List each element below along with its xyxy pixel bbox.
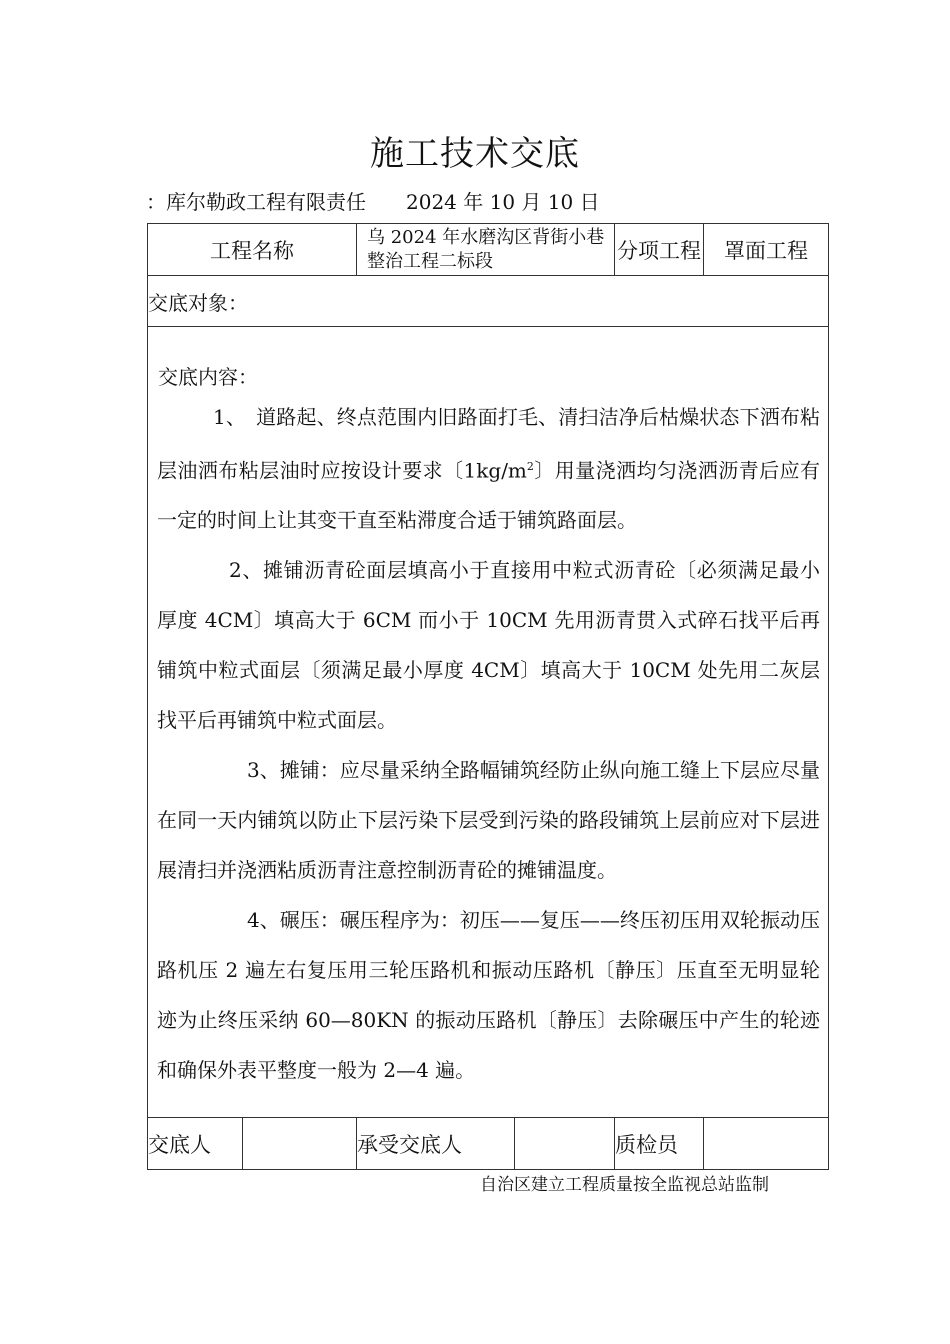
footer-note: 自治区建立工程质量按全监视总站监制 <box>480 1175 769 1195</box>
header-line <box>146 186 600 215</box>
company-name: ：库尔勒政工程有限责任 <box>146 190 366 214</box>
content-row <box>148 327 829 1118</box>
document-date: 2024 年 10 月 10 日 <box>406 190 600 214</box>
signature-row <box>148 1118 829 1170</box>
document-title: 施工技术交底 <box>370 134 580 174</box>
paragraph-1: 1、 道路起、终点范围内旧路面打毛、清扫洁净后枯燥状态下洒布粘层油洒布粘层油时应按设计要求〔$1kg/m^2$〕用量浇洒均匀浇洒沥青后应有一定的时间上让其变干直至粘滞度合适于铺筑路面层。 <box>157 404 821 533</box>
target-label: 交底对象： <box>148 276 829 327</box>
content-label: 交底内容： <box>158 364 258 389</box>
receiver-label: 承受交底人 <box>357 1118 515 1170</box>
project-row <box>148 224 829 276</box>
discloser-field <box>243 1118 357 1170</box>
inspector-label: 质检员 <box>615 1118 704 1170</box>
content-cell <box>148 327 829 1118</box>
discloser-label: 交底人 <box>148 1118 243 1170</box>
paragraph-3: 3、摊铺：应尽量采纳全路幅铺筑经防止纵向施工缝上下层应尽量在同一天内铺筑以防止下层污染下层受到污染的路段铺筑上层前应对下层进展清扫并浇洒粘质沥青注意控制沥青砼的摊铺温度。 <box>157 758 821 883</box>
disclosure-table <box>147 223 829 1170</box>
paragraph-4: 4、碾压：碾压程序为：初压——复压——终压初压用双轮振动压路机压 2 遍左右复压用三轮压路机和振动压路机〔静压〕压直至无明显轮迹为止终压采纳 60—80KN 的振动压路机〔静压〕去除碾压中产生的轮迹和确保外表平整度一般为 2—4 遍。 <box>157 908 821 1083</box>
target-row <box>148 276 829 327</box>
inspector-field <box>704 1118 829 1170</box>
project-name: 乌 2024 年水磨沟区背街小巷整治工程二标段 <box>357 224 615 276</box>
subitem-value: 罩面工程 <box>704 224 829 276</box>
receiver-field <box>515 1118 615 1170</box>
project-label: 工程名称 <box>148 224 357 276</box>
subitem-label: 分项工程 <box>615 224 704 276</box>
paragraph-2: 2、摊铺沥青砼面层填高小于直接用中粒式沥青砼〔必须满足最小厚度 4CM〕填高大于 6CM 而小于 10CM 先用沥青贯入式碎石找平后再铺筑中粒式面层〔须满足最小厚度 4CM〕填高大于 10CM 处先用二灰层找平后再铺筑中粒式面层。 <box>157 558 821 733</box>
